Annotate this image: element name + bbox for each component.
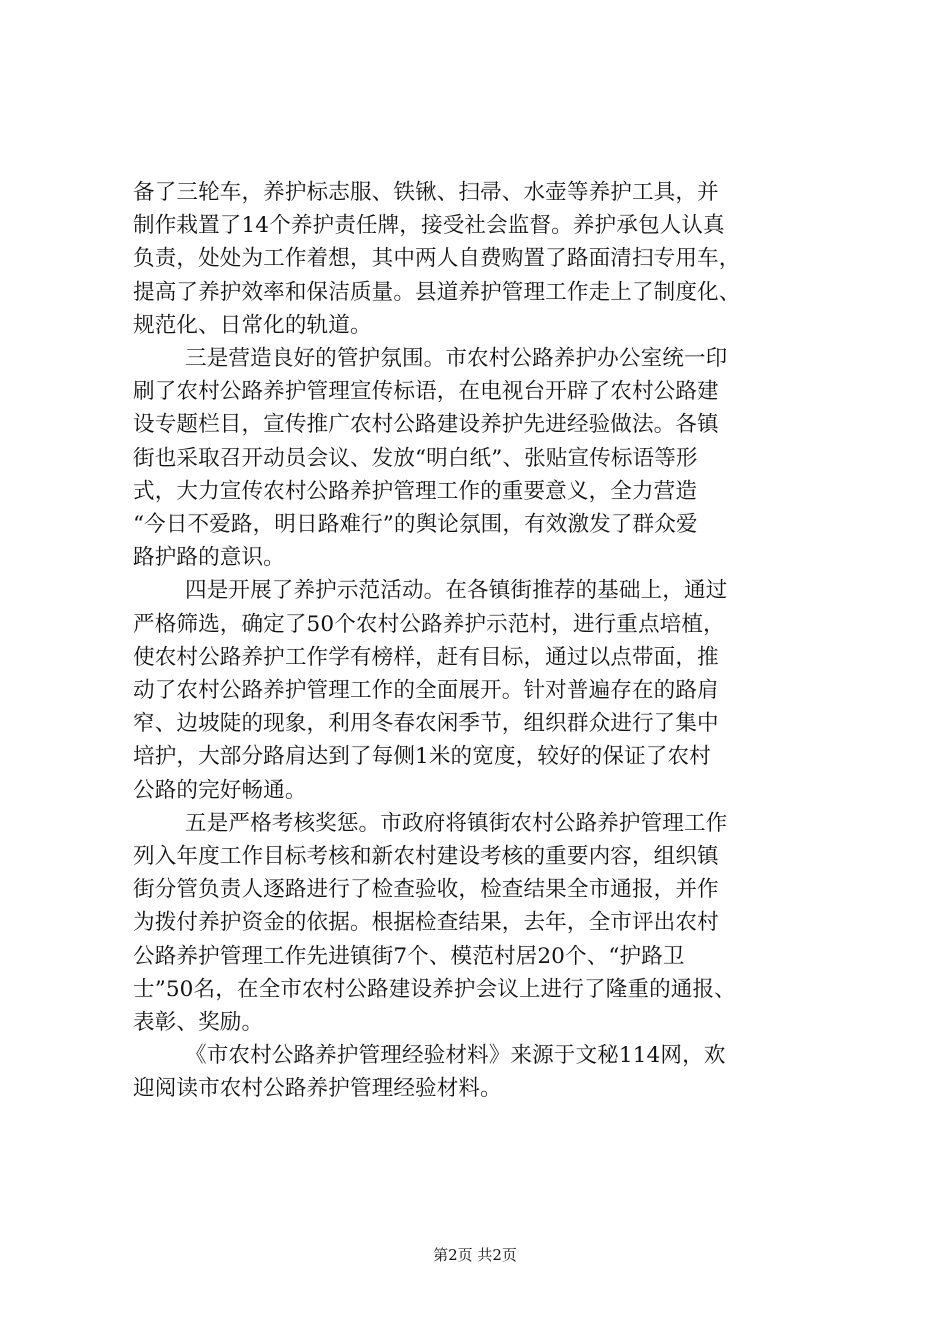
text-line: 三是营造良好的管护氛围。市农村公路养护办公室统一印 [185,346,728,372]
text-line: 迎阅读市农村公路养护管理经验材料。 [133,1076,502,1102]
text-line: 严格筛选，确定了50个农村公路养护示范村，进行重点培植， [133,611,725,637]
text-line: 街分管负责人逐路进行了检查验收，检查结果全市通报，并作 [133,877,719,903]
text-line: 路护路的意识。 [133,545,285,571]
paragraph-1 [133,176,853,342]
text-line: 刷了农村公路养护管理宣传标语，在电视台开辟了农村公路建 [133,379,719,405]
text-line: 列入年度工作目标考核和新农村建设考核的重要内容，组织镇 [133,844,719,870]
text-line: 为拨付养护资金的依据。根据检查结果，去年，全市评出农村 [133,910,719,936]
text-line: 使农村公路养护工作学有榜样，赶有目标，通过以点带面，推 [133,644,719,670]
text-line: 公路的完好畅通。 [133,777,307,803]
text-line: 培护，大部分路肩达到了每侧1米的宽度，较好的保证了农村 [133,744,711,770]
text-line: 规范化、日常化的轨道。 [133,312,372,338]
text-line: 街也采取召开动员会议、发放“明白纸”、张贴宣传标语等形 [133,445,698,471]
paragraph-2 [133,342,853,574]
text-line: 表彰、奖励。 [133,1010,264,1036]
text-line: “今日不爱路，明日路难行”的舆论氛围，有效激发了群众爱 [133,512,698,538]
document-body [133,176,853,1106]
text-line: 五是严格考核奖惩。市政府将镇街农村公路养护管理工作 [185,810,728,836]
text-line: 备了三轮车，养护标志服、铁锹、扫帚、水壶等养护工具，并 [133,180,719,205]
text-line: 《市农村公路养护管理经验材料》来源于文秘114网，欢 [185,1043,726,1069]
text-line: 士”50名，在全市农村公路建设养护会议上进行了隆重的通报、 [133,976,736,1002]
text-line: 动了农村公路养护管理工作的全面展开。针对普遍存在的路肩 [133,678,719,704]
page-number-footer: 第2页 共2页 [433,1246,517,1264]
text-line: 四是开展了养护示范活动。在各镇街推荐的基础上，通过 [185,578,728,604]
text-line: 负责，处处为工作着想，其中两人自费购置了路面清扫专用车， [133,246,741,272]
text-line: 公路养护管理工作先进镇街7个、模范村居20个、“护路卫 [133,943,685,969]
paragraph-5 [133,1039,853,1105]
text-line: 设专题栏目，宣传推广农村公路建设养护先进经验做法。各镇 [133,412,719,438]
text-line: 提高了养护效率和保洁质量。县道养护管理工作走上了制度化、 [133,279,741,305]
paragraph-4 [133,807,853,1039]
text-line: 制作栽置了14个养护责任牌，接受社会监督。养护承包人认真 [133,213,725,239]
paragraph-3 [133,574,853,806]
text-line: 窄、边坡陡的现象，利用冬春农闲季节，组织群众进行了集中 [133,711,719,737]
text-line: 式，大力宣传农村公路养护管理工作的重要意义，全力营造 [133,478,698,504]
